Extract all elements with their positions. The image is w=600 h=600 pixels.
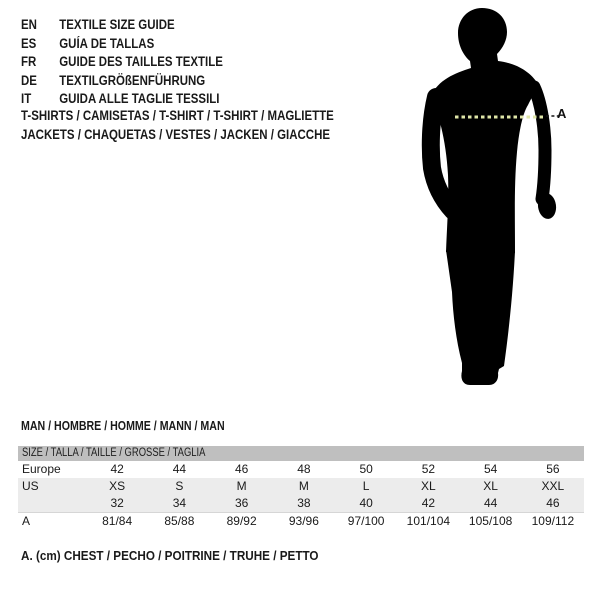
- size-cell: XL: [483, 479, 498, 493]
- size-row-us: [18, 478, 584, 495]
- size-cell: XL: [421, 479, 436, 493]
- size-cell: 46: [234, 462, 249, 476]
- size-cell: 44: [483, 496, 498, 510]
- size-row-label: A: [22, 514, 31, 528]
- size-row-label: US: [22, 479, 39, 493]
- size-cell: XXL: [541, 479, 565, 493]
- size-cell: 44: [172, 462, 187, 476]
- category-lines: [21, 106, 389, 144]
- measurement-footnote: A. (cm) CHEST / PECHO / POITRINE / TRUHE / PETTO: [21, 548, 319, 563]
- size-row-a: [18, 513, 584, 530]
- man-body-shape: [431, 8, 538, 259]
- size-cell: 40: [359, 496, 373, 510]
- language-code: IT: [21, 91, 32, 106]
- size-cell: 34: [172, 496, 187, 510]
- size-row-label: [18, 495, 86, 512]
- size-cell: 36: [234, 496, 249, 510]
- size-cell: 97/100: [347, 514, 385, 528]
- man-legs-shape: [446, 250, 515, 385]
- size-cell: 48: [297, 462, 311, 476]
- language-label: TEXTILGRÖßENFÜHRUNG: [59, 72, 206, 88]
- size-row-numeric: [18, 495, 584, 513]
- size-cell: M: [236, 479, 247, 493]
- language-code: ES: [21, 35, 37, 51]
- size-cell: 32: [110, 496, 124, 510]
- man-figure: [415, 0, 565, 395]
- size-cell: 101/104: [406, 514, 451, 528]
- size-cell: 56: [546, 462, 560, 476]
- measure-label-a: A: [557, 106, 567, 121]
- language-label: GUIDE DES TAILLES TEXTILE: [59, 54, 223, 69]
- size-table-header-label: SIZE / TALLA / TAILLE / GRÖSSE / TAGLIA: [22, 447, 206, 459]
- size-cell: 42: [110, 462, 124, 476]
- language-row-en: [21, 16, 223, 35]
- language-row-es: [21, 35, 223, 54]
- size-cell: 89/92: [226, 514, 257, 528]
- language-code: FR: [21, 54, 37, 69]
- size-cell: 54: [483, 462, 498, 476]
- man-silhouette-icon: [415, 0, 565, 395]
- language-code: DE: [21, 72, 37, 88]
- language-row-de: [21, 72, 223, 91]
- size-cell: 81/84: [102, 514, 133, 528]
- size-cell: 50: [359, 462, 373, 476]
- size-cell: 38: [297, 496, 311, 510]
- size-row-europe: [18, 461, 584, 478]
- size-cell: XS: [109, 479, 126, 493]
- size-cell: S: [175, 479, 184, 493]
- size-table-header: [18, 446, 584, 461]
- language-row-fr: [21, 53, 223, 72]
- language-list: [21, 16, 259, 109]
- size-cell: 42: [421, 496, 436, 510]
- size-cell: L: [362, 479, 370, 493]
- size-row-label: Europe: [22, 462, 61, 476]
- category-jackets: JACKETS / CHAQUETAS / VESTES / JACKEN / GIACCHE: [21, 127, 331, 142]
- category-tshirts: T-SHIRTS / CAMISETAS / T-SHIRT / T-SHIRT / MAGLIETTE: [21, 108, 334, 123]
- section-title: MAN / HOMBRE / HOMME / MANN / MAN: [21, 419, 225, 433]
- size-table-body: [18, 461, 584, 530]
- man-right-arm-shape: [534, 87, 545, 199]
- language-label: GUÍA DE TALLAS: [59, 35, 155, 51]
- size-cell: 109/112: [531, 514, 575, 528]
- size-cell: M: [298, 479, 309, 493]
- size-cell: 93/96: [288, 514, 319, 528]
- size-table: [18, 446, 584, 530]
- language-label: GUIDA ALLE TAGLIE TESSILI: [59, 91, 220, 106]
- size-cell: 105/108: [468, 514, 513, 528]
- size-cell: 85/88: [164, 514, 195, 528]
- size-cell: 46: [546, 496, 560, 510]
- language-code: EN: [21, 17, 37, 32]
- size-cell: 52: [421, 462, 436, 476]
- language-label: TEXTILE SIZE GUIDE: [59, 17, 175, 32]
